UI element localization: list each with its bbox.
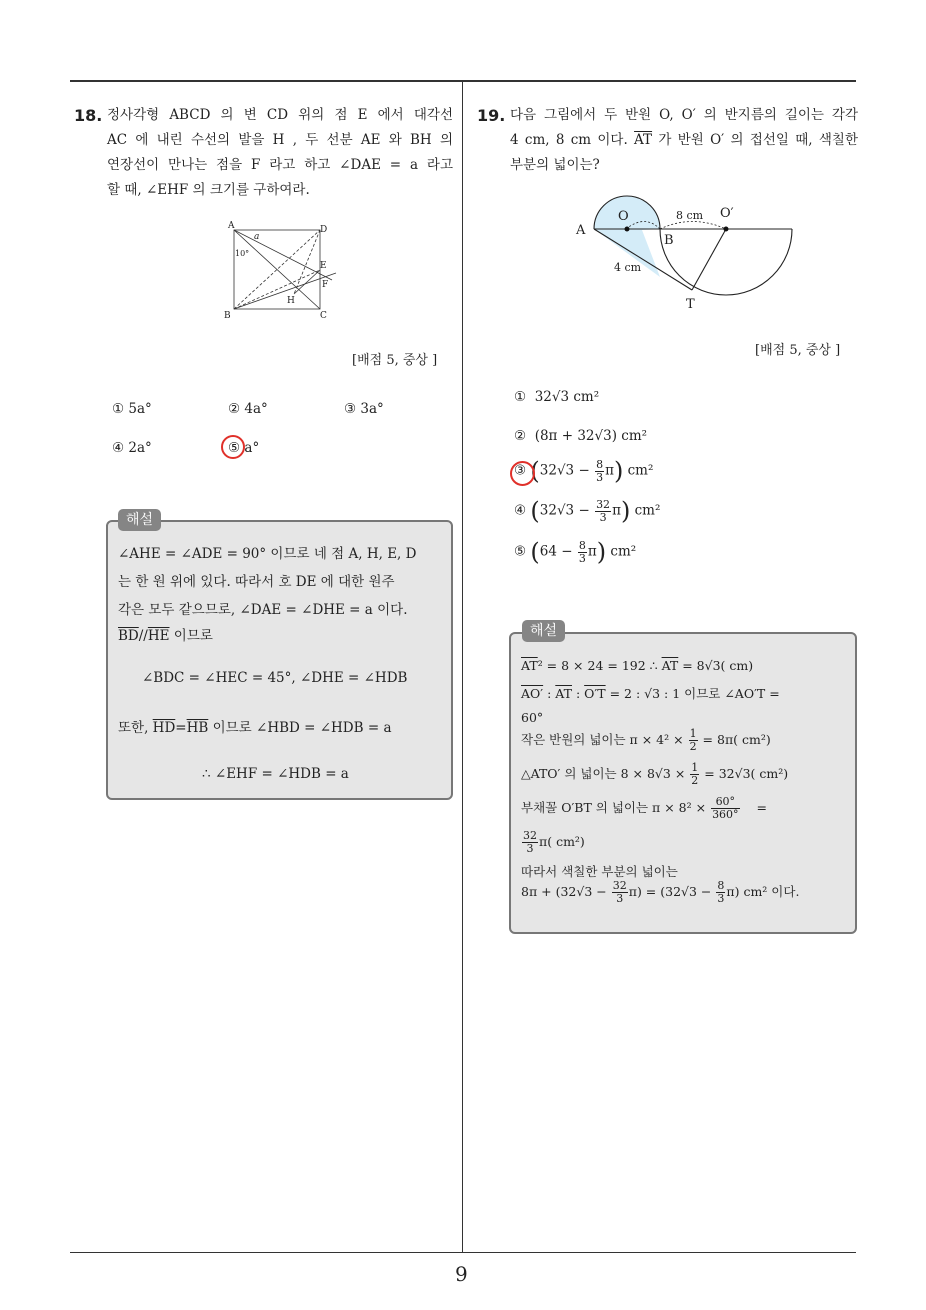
q19-sol-5-head: △ATO′ 의 넓이는 8 × 8√3 ×	[521, 766, 686, 781]
fraction	[522, 830, 538, 855]
denominator: 2	[691, 774, 699, 787]
q18-sol-line-7: ∴ ∠EHF = ∠HDB = a	[202, 766, 349, 782]
label-H: H	[287, 296, 295, 306]
denominator: 3	[578, 551, 586, 565]
q18-line-2: AC 에 내린 수선의 발을 H , 두 선분 AE 와 BH 의	[107, 132, 453, 148]
q19-opt2-text: (8π + 32√3) cm²	[534, 428, 648, 444]
q19-opt5-head: 64 −	[539, 543, 573, 560]
segment-O-prime-T: O′T	[584, 686, 606, 701]
q19-sol-line-1	[521, 658, 753, 673]
numerator: 60°	[711, 796, 740, 809]
q19-sol-4-head: 작은 반원의 넓이는 π × 4² ×	[521, 732, 684, 747]
q19-line-2-tail: 가 반원 O′ 의 접선일 때, 색칠한	[652, 132, 858, 148]
q18-sol-line-6	[118, 716, 392, 736]
q19-sol-5-tail: = 32√3( cm²)	[704, 766, 789, 781]
q18-option-2[interactable]: ② 4a°	[228, 401, 268, 417]
q18-square-figure	[222, 218, 342, 322]
q19-sol-line-7	[521, 830, 585, 855]
q18-line-4: 할 때, ∠EHF 의 크기를 구하여라.	[107, 182, 310, 198]
label-a: a	[254, 232, 260, 242]
q18-sol-line-4	[118, 624, 213, 644]
colon: :	[543, 686, 556, 701]
label-C: C	[320, 311, 327, 321]
fraction	[716, 880, 725, 905]
q18-solution-tag: 해설	[118, 509, 161, 531]
numerator: 8	[578, 538, 586, 552]
q19-sol-9-head: 8π + (32√3 −	[521, 884, 607, 899]
q18-sol-line-1: ∠AHE = ∠ADE = 90° 이므로 네 점 A, H, E, D	[118, 546, 417, 562]
q18-solution-box	[106, 520, 453, 800]
numerator: 32	[523, 829, 537, 842]
right-paren: )	[620, 497, 631, 525]
numerator: 32	[596, 497, 611, 511]
q19-opt5-number: ⑤	[514, 543, 527, 560]
q19-sol-2-tail: = 2 : √3 : 1 이므로 ∠AO′T =	[605, 686, 780, 701]
q19-sol-6-head: 부채꼴 O′BT 의 넓이는 π × 8² ×	[521, 800, 707, 815]
q19-opt3-number: ③	[514, 462, 527, 479]
label-D: D	[320, 225, 328, 235]
right-paren: )	[596, 538, 607, 566]
q18-score: [배점 5, 중상 ]	[352, 353, 438, 368]
fraction	[578, 540, 587, 565]
fraction	[612, 880, 628, 905]
q19-solution-box	[509, 632, 857, 934]
fraction	[595, 499, 611, 524]
segment-AT: $\overline{AT}$	[555, 686, 572, 701]
segment-AT: $\overline{AT}$	[521, 658, 538, 673]
segment-HB: $\overline{HB}$	[186, 720, 209, 736]
q18-line-3: 연장선이 만나는 점을 F 라고 하고 ∠DAE = a 라고	[107, 157, 453, 173]
q19-option-2[interactable]	[514, 428, 647, 444]
denominator: 360°	[712, 808, 739, 821]
q19-option-5[interactable]	[514, 538, 636, 566]
question-19-number: 19.	[477, 106, 506, 125]
q19-option-4[interactable]	[514, 497, 660, 525]
page-number: 9	[455, 1262, 468, 1286]
q18-sol-line-2: 는 한 원 위에 있다. 따라서 호 DE 에 대한 원주	[118, 574, 395, 590]
question-18-number: 18.	[74, 106, 103, 125]
left-paren: (	[530, 457, 540, 485]
q19-sol-line-5	[521, 762, 788, 787]
label-B: B	[664, 233, 674, 248]
right-paren: )	[613, 457, 624, 485]
pi: π	[605, 462, 614, 479]
segment-AT: $\overline{AT}$	[634, 132, 653, 148]
q19-sol-line-3: 60°	[521, 710, 544, 725]
q19-sol-1-tail: = 8√3( cm)	[678, 658, 754, 673]
label-10deg: 10°	[235, 249, 250, 258]
q18-option-5[interactable]: ⑤ a°	[228, 440, 260, 456]
q19-answer-mark	[510, 461, 535, 486]
q19-sol-7-tail: π( cm²)	[539, 834, 585, 849]
left-paren: (	[530, 497, 540, 525]
q19-line-2-head: 4 cm, 8 cm 이다.	[510, 132, 635, 148]
q19-sol-1-mid: ² = 8 × 24 = 192 ∴	[537, 658, 662, 673]
label-T: T	[686, 297, 695, 312]
fraction	[595, 459, 604, 484]
denominator: 3	[616, 892, 624, 905]
numerator: 8	[596, 457, 604, 471]
denominator: 3	[526, 842, 534, 855]
q18-sol-line-3: 각은 모두 같으므로, ∠DAE = ∠DHE = a 이다.	[118, 602, 408, 618]
segment-AO-prime: AO′	[521, 686, 544, 701]
label-O: O	[618, 209, 629, 224]
segment-AT: $\overline{AT}$	[661, 658, 679, 673]
q18-sol-line-6-tail: 이므로 ∠HBD = ∠HDB = a	[208, 720, 392, 736]
q19-solution-tag: 해설	[522, 620, 565, 642]
denominator: 3	[596, 470, 604, 484]
fraction	[711, 796, 740, 821]
q19-sol-line-2	[521, 684, 780, 702]
label-8cm: 8 cm	[676, 209, 704, 222]
label-O-prime: O′	[720, 206, 734, 221]
label-E: E	[320, 261, 327, 271]
q19-opt1-number: ①	[514, 389, 527, 405]
q18-option-3[interactable]: ③ 3a°	[344, 401, 384, 417]
colon: :	[571, 686, 585, 701]
column-divider	[462, 82, 463, 1252]
q19-opt1-text: 32√3 cm²	[534, 389, 600, 405]
numerator: 1	[691, 761, 699, 774]
q18-sol-line-6-head: 또한,	[118, 720, 153, 736]
top-rule	[70, 80, 856, 82]
q19-line-3: 부분의 넓이는?	[510, 157, 600, 173]
q19-line-2	[510, 128, 858, 153]
q18-sol-line-5: ∠BDC = ∠HEC = 45°, ∠DHE = ∠HDB	[142, 670, 408, 686]
label-4cm: 4 cm	[614, 261, 642, 274]
q19-sol-line-8: 따라서 색칠한 부분의 넓이는	[521, 864, 678, 879]
q19-opt4-number: ④	[514, 502, 527, 519]
numerator: 1	[689, 727, 697, 740]
q18-answer-mark	[221, 435, 245, 459]
q19-semicircle-figure	[570, 192, 800, 314]
segment-HD: $\overline{HD}$	[152, 720, 176, 736]
q18-sol-line-4-tail: 이므로	[169, 628, 213, 644]
unit: cm²	[627, 462, 654, 479]
label-A: A	[228, 221, 235, 231]
q19-sol-9-tail: π) cm² 이다.	[726, 884, 800, 899]
fraction	[690, 762, 699, 787]
denominator: 2	[689, 740, 697, 753]
q19-opt4-head: 32√3 −	[539, 502, 590, 519]
segment-HE: $\overline{HE}$	[147, 628, 170, 644]
denominator: 3	[599, 510, 607, 524]
bottom-rule	[70, 1252, 856, 1253]
fraction	[689, 728, 698, 753]
equals-sign: =	[175, 720, 187, 736]
q19-opt2-number: ②	[514, 428, 527, 444]
question-18-text	[107, 103, 453, 203]
q19-sol-4-tail: = 8π( cm²)	[702, 732, 771, 747]
q19-opt3-head: 32√3 −	[539, 462, 590, 479]
q19-line-1: 다음 그림에서 두 반원 O, O′ 의 반지름의 길이는 각각	[510, 107, 858, 123]
q18-option-4[interactable]: ④ 2a°	[112, 440, 152, 456]
label-F: F	[322, 280, 329, 290]
unit: cm²	[634, 502, 661, 519]
parallel-sign: //	[138, 628, 148, 644]
segment-BD: $\overline{BD}$	[118, 628, 139, 644]
unit: cm²	[610, 543, 637, 560]
q19-sol-9-mid: π) = (32√3 −	[628, 884, 712, 899]
q18-option-1[interactable]: ① 5a°	[112, 401, 152, 417]
q18-line-1: 정사각형 ABCD 의 변 CD 위의 점 E 에서 대각선	[107, 107, 453, 123]
numerator: 8	[717, 879, 725, 892]
question-19-text	[510, 103, 858, 178]
pi: π	[587, 543, 597, 560]
q19-sol-line-6	[521, 796, 767, 821]
pi: π	[612, 502, 621, 519]
q19-score: [배점 5, 중상 ]	[755, 343, 841, 358]
label-B: B	[224, 311, 231, 321]
q19-sol-line-9	[521, 880, 799, 905]
q19-option-1[interactable]	[514, 389, 599, 405]
label-A: A	[576, 223, 586, 238]
denominator: 3	[717, 892, 725, 905]
left-paren: (	[530, 538, 540, 566]
equals-sign: =	[756, 800, 767, 815]
numerator: 32	[612, 879, 627, 892]
q19-sol-line-4	[521, 728, 771, 753]
